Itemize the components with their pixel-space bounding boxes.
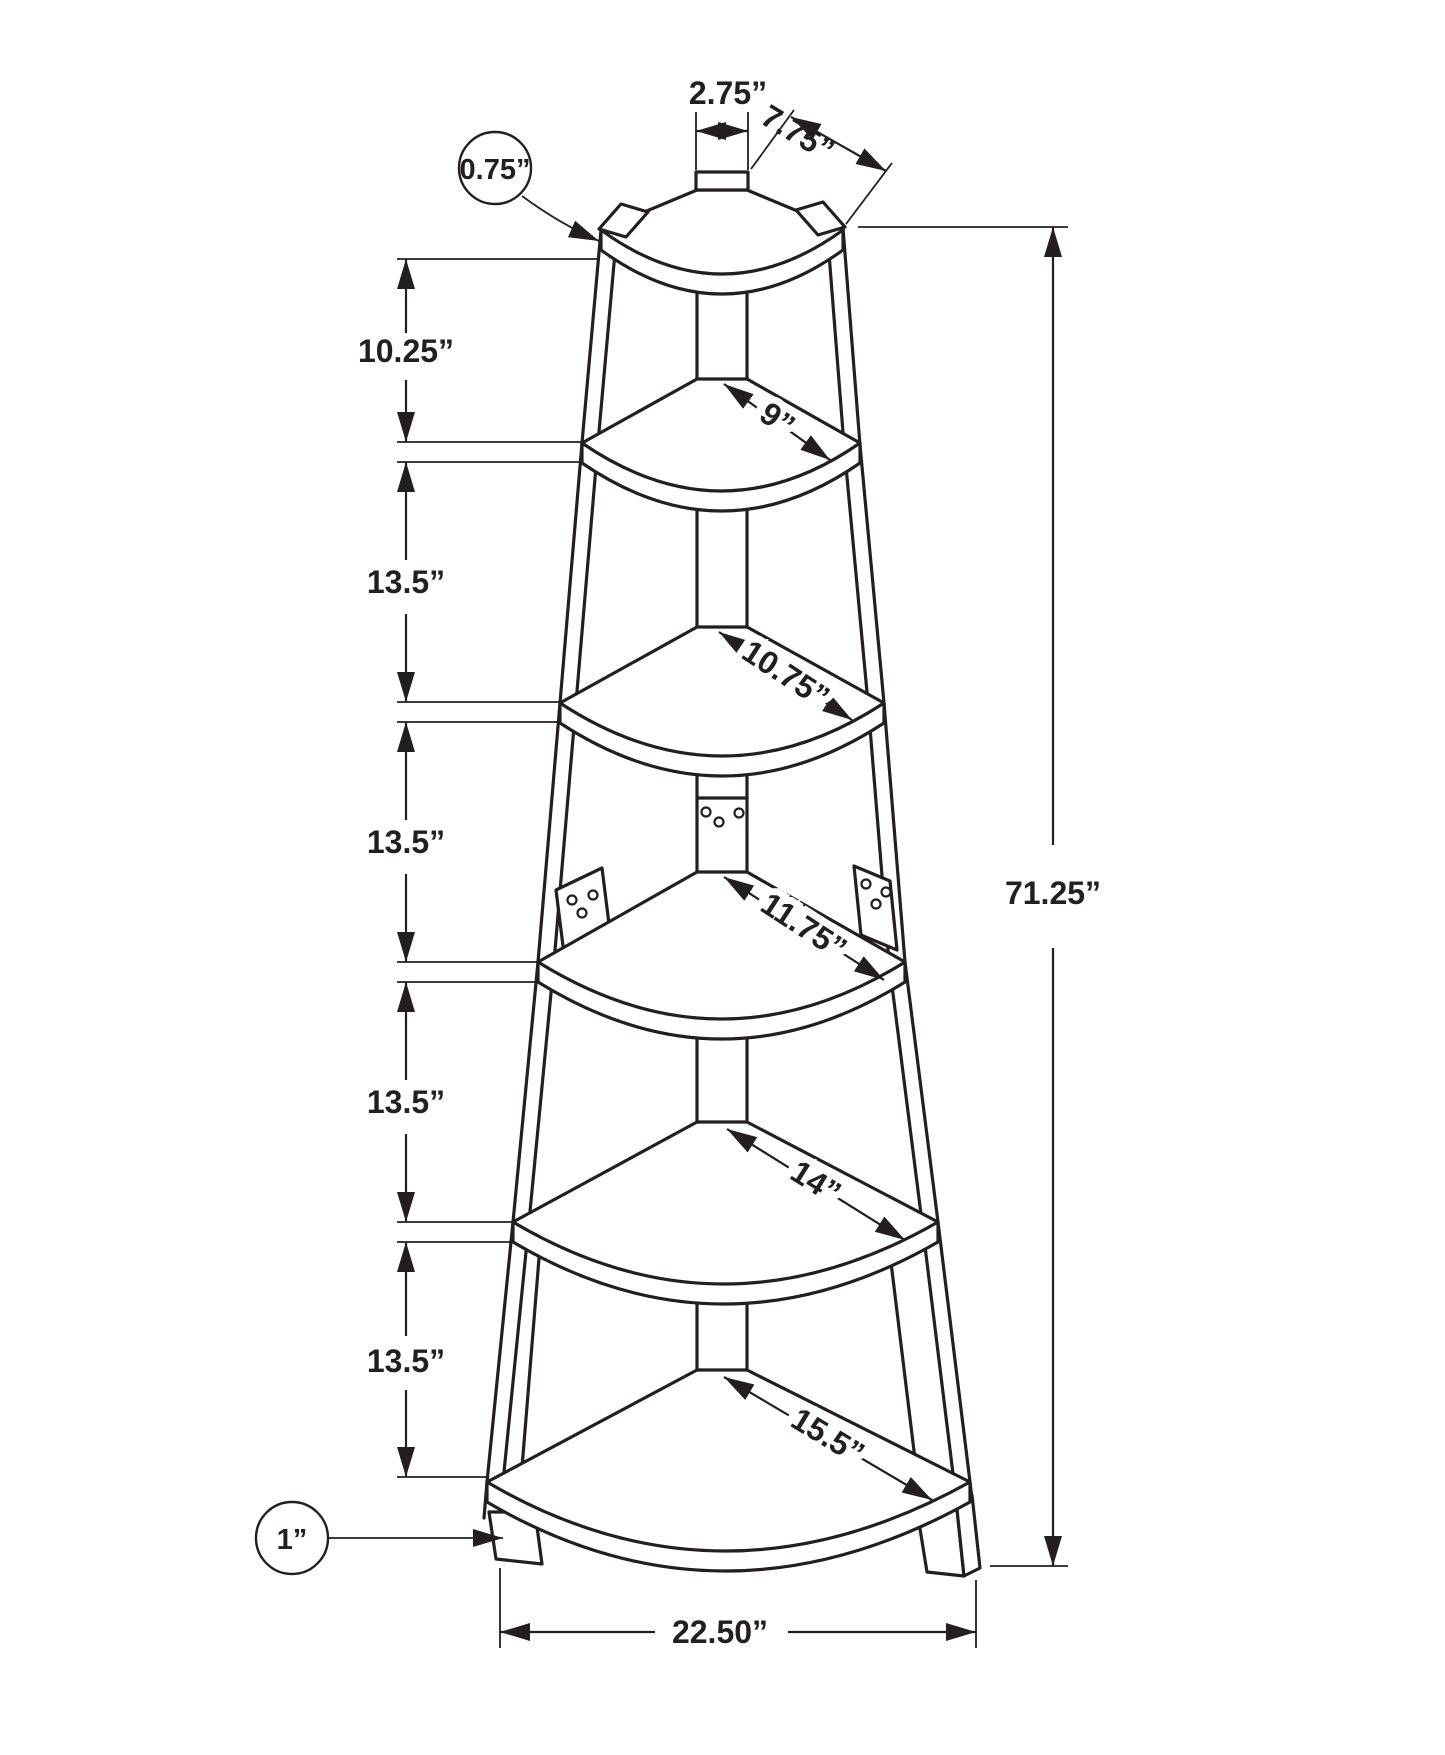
- dim-label-top-shelf-depth: 7.75”: [755, 97, 841, 169]
- callout-shelf-thickness: [459, 132, 599, 241]
- dim-top-shelf-depth: [755, 97, 886, 171]
- center-post-bracket: [697, 798, 747, 827]
- dim-spacing-1: [367, 462, 445, 702]
- dim-label-shelf-radius-15-5: 15.5”: [785, 1400, 871, 1472]
- top-back-post-tab: [696, 172, 748, 190]
- dim-label-shelf-radius-9: 9”: [753, 394, 802, 444]
- dim-top-post-width: [689, 75, 767, 131]
- dim-spacing-top: [358, 259, 454, 442]
- dim-label-spacing-3: 13.5”: [366, 1084, 446, 1120]
- dim-label-spacing-4: 13.5”: [366, 1343, 446, 1379]
- callout-label-foot-clearance: 1”: [276, 1524, 308, 1556]
- dim-label-base-width: 22.50”: [671, 1614, 769, 1650]
- dim-label-spacing-1: 13.5”: [366, 564, 446, 600]
- callout-label-shelf-thickness: 0.75”: [459, 154, 531, 186]
- dim-spacing-4: [367, 1242, 445, 1477]
- dim-spacing-2: [367, 722, 445, 962]
- dim-label-spacing-top: 10.25”: [357, 333, 455, 369]
- dim-base-width: [500, 1614, 976, 1650]
- shelf-6: [487, 1370, 970, 1571]
- dim-label-total-height: 71.25”: [1004, 875, 1102, 911]
- dim-spacing-3: [367, 982, 445, 1222]
- dim-total-height: [1005, 227, 1101, 1566]
- right-leg: [827, 228, 974, 1516]
- shelf-3: [560, 627, 884, 776]
- dim-label-shelf-radius-11-75: 11.75”: [754, 885, 854, 967]
- shelf-2: [582, 379, 860, 511]
- dim-label-shelf-radius-14: 14”: [784, 1153, 848, 1211]
- callout-foot-clearance: [256, 1502, 503, 1574]
- dim-label-shelf-radius-10-75: 10.75”: [735, 632, 837, 716]
- dim-label-spacing-2: 13.5”: [366, 824, 446, 860]
- dim-label-top-post-width: 2.75”: [688, 75, 768, 111]
- shelf-5: [513, 1122, 938, 1304]
